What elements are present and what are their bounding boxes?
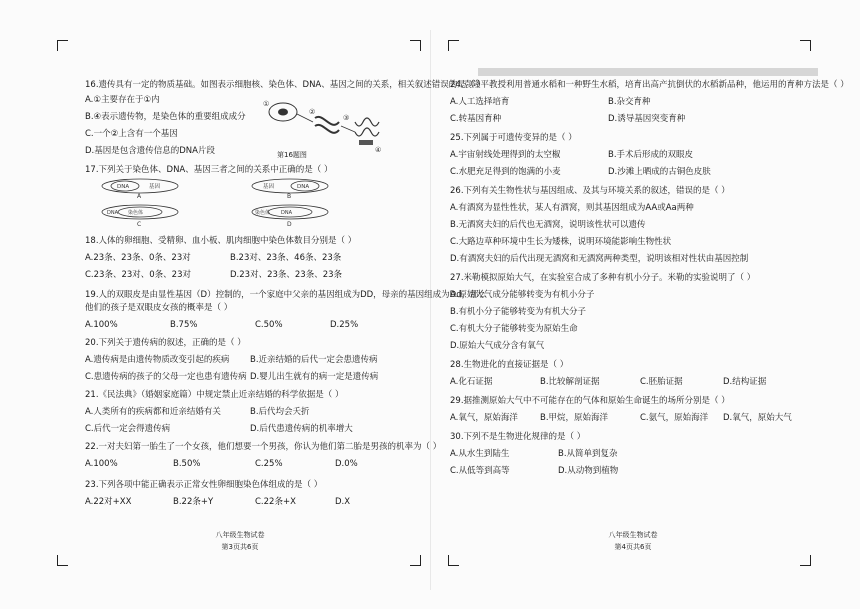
question-19-option-b: B.75%: [170, 320, 198, 330]
question-25-option-a: A.宇宙射线处理得到的太空椒: [450, 150, 561, 160]
question-29-stem: 29.据推测原始大气中不可能存在的气体和原始生命诞生的场所分别是（ ）: [450, 396, 730, 406]
q17-c-term-dna: DNA: [107, 210, 119, 216]
q17-d-term-chromosome: 染色体: [255, 210, 271, 216]
question-20-option-c: C.患遗传病的孩子的父母一定也患有遗传病: [85, 372, 247, 382]
question-21-option-a: A.人类所有的疾病都和近亲结婚有关: [85, 407, 221, 417]
question-29-option-a: A.氧气，原始海洋: [450, 413, 518, 423]
question-30-option-a: A.从水生到陆生: [450, 449, 510, 459]
q17-a-term-gene: 基因: [149, 184, 161, 190]
question-30-option-b: B.从简单到复杂: [558, 449, 618, 459]
question-18-option-c: C.23条、23对、0条、23对: [85, 270, 191, 280]
question-18-option-d: D.23对、23条、23条、23条: [230, 270, 343, 280]
question-28-stem: 28.生物进化的直接证据是（ ）: [450, 360, 569, 370]
question-25-option-d: D.沙滩上晒成的古铜色皮肤: [608, 167, 711, 177]
question-27-stem: 27.米勒模拟原始大气，在实验室合成了多种有机小分子。米勒的实验说明了（ ）: [450, 273, 756, 283]
question-19-stem: 19.人的双眼皮是由显性基因（D）控制的，一个家庭中父亲的基因组成为DD，母亲的基因组成为Dd，那么: [85, 290, 488, 300]
question-24-option-b: B.杂交育种: [608, 97, 651, 107]
question-24-option-c: C.转基因育种: [450, 114, 502, 124]
question-22-option-a: A.100%: [85, 459, 118, 469]
question-18-option-a: A.23条、23条、0条、23对: [85, 253, 191, 263]
q17-b-term-gene: 基因: [263, 184, 275, 190]
figure-16-caption: 第16题图: [277, 151, 307, 159]
question-23-option-a: A.22对+XX: [85, 497, 132, 507]
question-22-stem: 22.一对夫妇第一胎生了一个女孩，他们想要一个男孩，你认为他们第二胎是男孩的机率为（ ）: [85, 442, 442, 452]
question-28-option-a: A.化石证据: [450, 377, 493, 387]
question-20-option-b: B.近亲结婚的后代一定会患遗传病: [250, 355, 378, 365]
question-17-diagrams: [95, 178, 355, 228]
question-28-option-c: C.胚胎证据: [640, 377, 683, 387]
question-27-option-b: B.有机小分子能够转变为有机大分子: [450, 307, 587, 317]
footer-title-right: 八年级生物试卷: [608, 531, 658, 539]
question-17-stem: 17.下列关于染色体、DNA、基因三者之间的关系中正确的是（ ）: [85, 165, 333, 175]
question-19-option-d: D.25%: [330, 320, 359, 330]
footer-page-right: 第4页共6页: [614, 543, 652, 551]
question-21-option-b: B.后代均会夭折: [250, 407, 310, 417]
question-16-option-a: A.①主要存在于①内: [85, 95, 160, 105]
question-30-option-c: C.从低等到高等: [450, 466, 510, 476]
question-28-option-d: D.结构证据: [723, 377, 767, 387]
question-27-option-c: C.有机大分子能够转变为原始生命: [450, 324, 578, 334]
footer-title-left: 八年级生物试卷: [215, 531, 265, 539]
question-25-stem: 25.下列属于可遗传变异的是（ ）: [450, 133, 577, 143]
question-29-option-c: C.氨气，原始海洋: [640, 413, 709, 423]
question-19-option-a: A.100%: [85, 320, 118, 330]
question-25-option-b: B.手术后形成的双眼皮: [608, 150, 694, 160]
question-16-option-b: B.④表示遗传物，是染色体的重要组成成分: [85, 112, 246, 122]
figure-label-4: ④: [375, 146, 382, 154]
question-26-option-c: C.大路边草种环境中生长为矮株，说明环境能影响生物性状: [450, 237, 672, 247]
q17-label-d: D: [287, 221, 292, 228]
center-fold: [430, 30, 431, 590]
question-22-option-d: D.0%: [335, 459, 358, 469]
question-23-stem: 23.下列各项中能正确表示正常女性卵细胞染色体组成的是（ ）: [85, 480, 323, 490]
question-30-stem: 30.下列不是生物进化规律的是（ ）: [450, 432, 586, 442]
question-16-stem: 16.遗传具有一定的物质基础。如图表示细胞核、染色体、DNA、基因之间的关系，相关叙述错误的是（ ）: [85, 80, 486, 90]
chromosome-dna-gene-figure: [243, 92, 393, 160]
question-27-option-d: D.原始大气成分含有氧气: [450, 341, 545, 351]
question-23-option-d: D.X: [335, 497, 351, 507]
question-21-option-c: C.后代一定会得遗传病: [85, 424, 171, 434]
scan-noise-top: [478, 68, 818, 76]
question-18-stem: 18.人体的卵细胞、受精卵、血小板、肌肉细胞中染色体数目分别是（ ）: [85, 236, 357, 246]
question-20-stem: 20.下列关于遗传病的叙述，正确的是（ ）: [85, 338, 246, 348]
question-16-option-c: C.一个②上含有一个基因: [85, 129, 178, 139]
figure-label-1: ①: [263, 100, 270, 108]
question-24-option-d: D.诱导基因突变育种: [608, 114, 686, 124]
question-18-option-b: B.23对、23条、46条、23条: [230, 253, 342, 263]
question-23-option-b: B.22条+Y: [173, 497, 214, 507]
question-30-option-d: D.从动物到植物: [558, 466, 619, 476]
question-28-option-b: B.比较解剖证据: [540, 377, 600, 387]
figure-label-3: ③: [343, 114, 350, 122]
q17-d-term-dna: DNA: [281, 210, 293, 216]
question-23-option-c: C.22条+X: [255, 497, 296, 507]
q17-label-a: A: [137, 193, 142, 200]
question-20-option-d: D.婴儿出生就有的病一定是遗传病: [250, 372, 379, 382]
question-24-stem: 24.袁隆平教授利用普通水稻和一种野生水稻，培育出高产抗倒伏的水稻新品种，他运用的育种方法是（ ）: [450, 80, 849, 90]
question-29-option-b: B.甲烷，原始海洋: [540, 413, 609, 423]
question-24-option-a: A.人工选择培育: [450, 97, 510, 107]
question-29-option-d: D.氧气，原始大气: [723, 413, 792, 423]
question-26-option-a: A.有酒窝为显性性状，某人有酒窝，则其基因组成为AA或Aa两种: [450, 203, 694, 213]
exam-page-4: [448, 40, 849, 560]
q17-b-term-dna: DNA: [297, 184, 310, 190]
question-21-stem: 21.《民法典》（婚姻家庭篇）中规定禁止近亲结婚的科学依据是（ ）: [85, 390, 344, 400]
question-25-option-c: C.水肥充足得到的饱满的小麦: [450, 167, 561, 177]
question-16-option-d: D.基因是包含遗传信息的DNA片段: [85, 146, 215, 156]
q17-label-c: C: [137, 221, 142, 228]
q17-a-term-dna: DNA: [117, 184, 130, 190]
q17-c-term-chromosome: 染色体: [128, 210, 144, 216]
question-26-option-b: B.无酒窝夫妇的后代也无酒窝，说明该性状可以遗传: [450, 220, 646, 230]
question-26-option-d: D.有酒窝夫妇的后代出现无酒窝和无酒窝两种类型，说明该相对性状由基因控制: [450, 254, 749, 264]
question-19-option-c: C.50%: [255, 320, 283, 330]
question-20-option-a: A.遗传病是由遗传物质改变引起的疾病: [85, 355, 230, 365]
question-26-stem: 26.下列有关生物性状与基因组成、及其与环境关系的叙述，错误的是（ ）: [450, 186, 730, 196]
question-27-option-a: A.原始大气成分能够转变为有机小分子: [450, 290, 595, 300]
figure-label-2: ②: [309, 108, 316, 116]
footer-page-left: 第3页共6页: [221, 543, 259, 551]
question-19-stem-line2: 他们的孩子是双眼皮女孩的概率是（ ）: [85, 303, 233, 313]
q17-label-b: B: [287, 193, 292, 200]
question-22-option-c: C.25%: [255, 459, 283, 469]
question-21-option-d: D.后代患遗传病的机率增大: [250, 424, 353, 434]
question-22-option-b: B.50%: [173, 459, 201, 469]
